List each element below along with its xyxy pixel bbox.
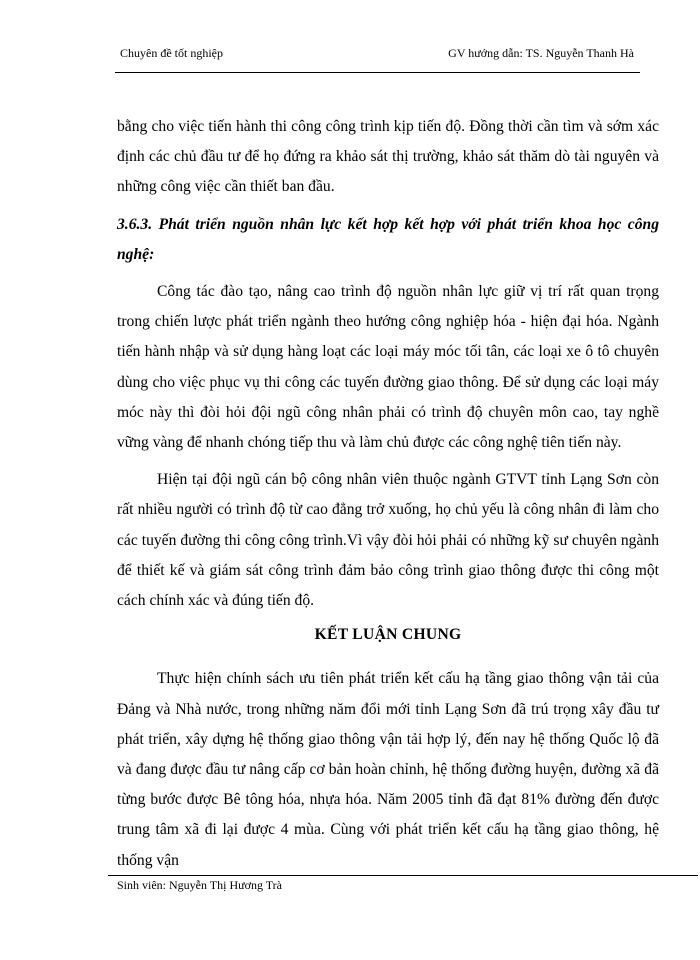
paragraph-current-staff: Hiện tại đội ngũ cán bộ công nhân viên thuộc ngành GTVT tỉnh Lạng Sơn còn rất nhiều người có trình độ từ cao đẳng trở xuống, họ chủ yếu là công nhân đi làm cho các tuyến đường thi công công trình.Vì vậy đòi hỏi phải có những kỹ sư chuyên ngành để thiết kế và giám sát công trình đảm bảo công trình giao thông được thi công một cách chính xác và đúng tiến độ. [117, 471, 659, 610]
footer-divider [108, 875, 698, 876]
section-heading: 3.6.3. Phát triển nguồn nhân lực kết hợp kết hợp với phát triển khoa học công nghệ: [117, 215, 659, 263]
paragraph-continued: bằng cho việc tiến hành thi công công trình kịp tiến độ. Đồng thời cần tìm và sớm xác định các chủ đầu tư để họ đứng ra khảo sát thị trường, khảo sát thăm dò tài nguyên và những công việc cần thiết ban đầu. [117, 118, 659, 196]
header-divider [115, 72, 640, 73]
paragraph-conclusion: Thực hiện chính sách ưu tiên phát triển kết cấu hạ tầng giao thông vận tải của Đảng và Nhà nước, trong những năm đổi mới tỉnh Lạng Sơn đã trú trọng xây đầu tư phát triển, xây dựng hệ thống giao thông vận tải hợp lý, đến nay hệ thống Quốc lộ đã và đang được đầu tư nâng cấp cơ bản hoàn chỉnh, hệ thống đường huyện, đường xã đã từng bước được Bê tông hóa, nhựa hóa. Năm 2005 tỉnh đã đạt 81% đường đến được trung tâm xã đi lại được 4 mùa. Cùng với phát triển kết cấu hạ tầng giao thông, hệ thống vận [117, 670, 659, 869]
page-content [117, 112, 659, 876]
paragraph-human-resources: Công tác đào tạo, nâng cao trình độ nguồn nhân lực giữ vị trí rất quan trọng trong chiến lược phát triển ngành theo hướng công nghiệp hóa - hiện đại hóa. Ngành tiến hành nhập và sử dụng hàng loạt các loại máy móc tối tân, các loại xe ô tô chuyên dùng cho việc phục vụ thi công các tuyến đường giao thông. Để sử dụng các loại máy móc này thì đòi hỏi đội ngũ công nhân phải có trình độ chuyên môn cao, tay nghề vững vàng để nhanh chóng tiếp thu và làm chủ được các công nghệ tiên tiến này. [117, 283, 659, 452]
header-document-type: Chuyên đề tốt nghiệp [120, 46, 223, 60]
header-supervisor: GV hướng dẫn: TS. Nguyễn Thanh Hà [448, 46, 634, 60]
page-header [120, 46, 634, 66]
page-footer: Sinh viên: Nguyễn Thị Hương Trà [117, 878, 282, 892]
chapter-heading: KẾT LUẬN CHUNG [314, 626, 462, 644]
